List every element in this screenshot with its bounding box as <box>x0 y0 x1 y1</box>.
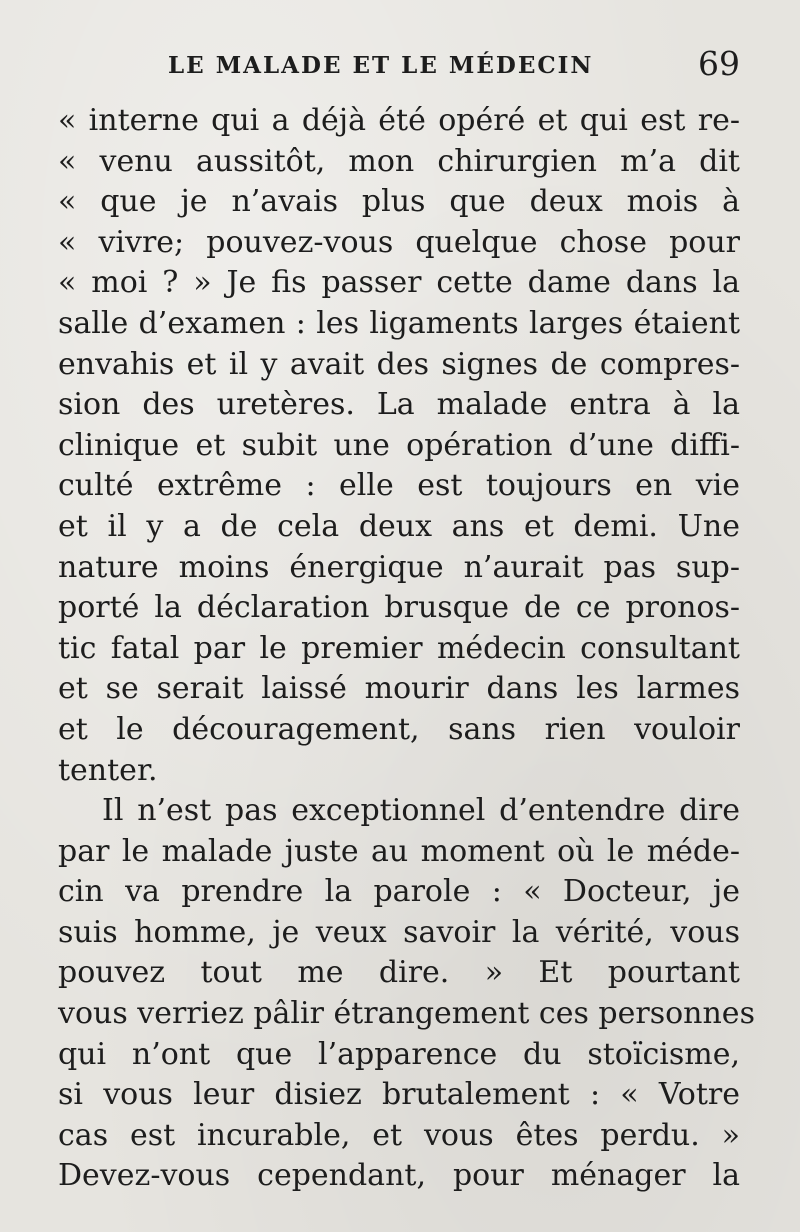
text-line: et le découragement, sans rien vouloir <box>58 711 740 747</box>
text-line: Devez-vous cependant, pour ménager la <box>58 1158 740 1194</box>
text-line: suis homme, je veux savoir la vérité, vous <box>58 914 740 950</box>
text-line: « moi ? » Je fis passer cette dame dans la <box>58 265 740 301</box>
text-line: « vivre; pouvez-vous quelque chose pour <box>58 224 740 260</box>
text-line: tenter. <box>58 752 158 788</box>
text-line: et il y a de cela deux ans et demi. Une <box>58 508 740 544</box>
text-line: vous verriez pâlir étrangement ces personnes <box>58 996 755 1032</box>
text-line: cas est incurable, et vous êtes perdu. » <box>58 1117 740 1153</box>
page-number: 69 <box>698 44 740 83</box>
text-line: sion des uretères. La malade entra à la <box>58 387 740 423</box>
text-line: pouvez tout me dire. » Et pourtant <box>58 955 740 991</box>
text-line: envahis et il y avait des signes de compres- <box>58 346 740 382</box>
text-line: clinique et subit une opération d’une diffi- <box>58 427 740 463</box>
text-line: Il n’est pas exceptionnel d’entendre dire <box>102 793 740 829</box>
text-line: porté la déclaration brusque de ce pronos- <box>58 590 740 626</box>
text-line: et se serait laissé mourir dans les larmes <box>58 671 740 707</box>
text-line: « interne qui a déjà été opéré et qui est re- <box>58 103 740 138</box>
body-text <box>58 101 755 1197</box>
text-line: qui n’ont que l’apparence du stoïcisme, <box>58 1036 740 1072</box>
running-title: LE MALADE ET LE MÉDECIN <box>168 52 594 79</box>
page-header <box>168 44 740 92</box>
text-line: tic fatal par le premier médecin consultant <box>58 630 740 666</box>
text-line: « venu aussitôt, mon chirurgien m’a dit <box>58 143 740 179</box>
text-line: nature moins énergique n’aurait pas sup- <box>58 549 740 585</box>
text-line: salle d’examen : les ligaments larges étaient <box>58 305 740 341</box>
text-line: cin va prendre la parole : « Docteur, je <box>58 874 740 910</box>
text-line: « que je n’avais plus que deux mois à <box>58 184 740 220</box>
text-line: si vous leur disiez brutalement : « Votre <box>58 1077 740 1113</box>
text-line: par le malade juste au moment où le méde- <box>58 833 740 869</box>
text-line: culté extrême : elle est toujours en vie <box>58 468 740 504</box>
